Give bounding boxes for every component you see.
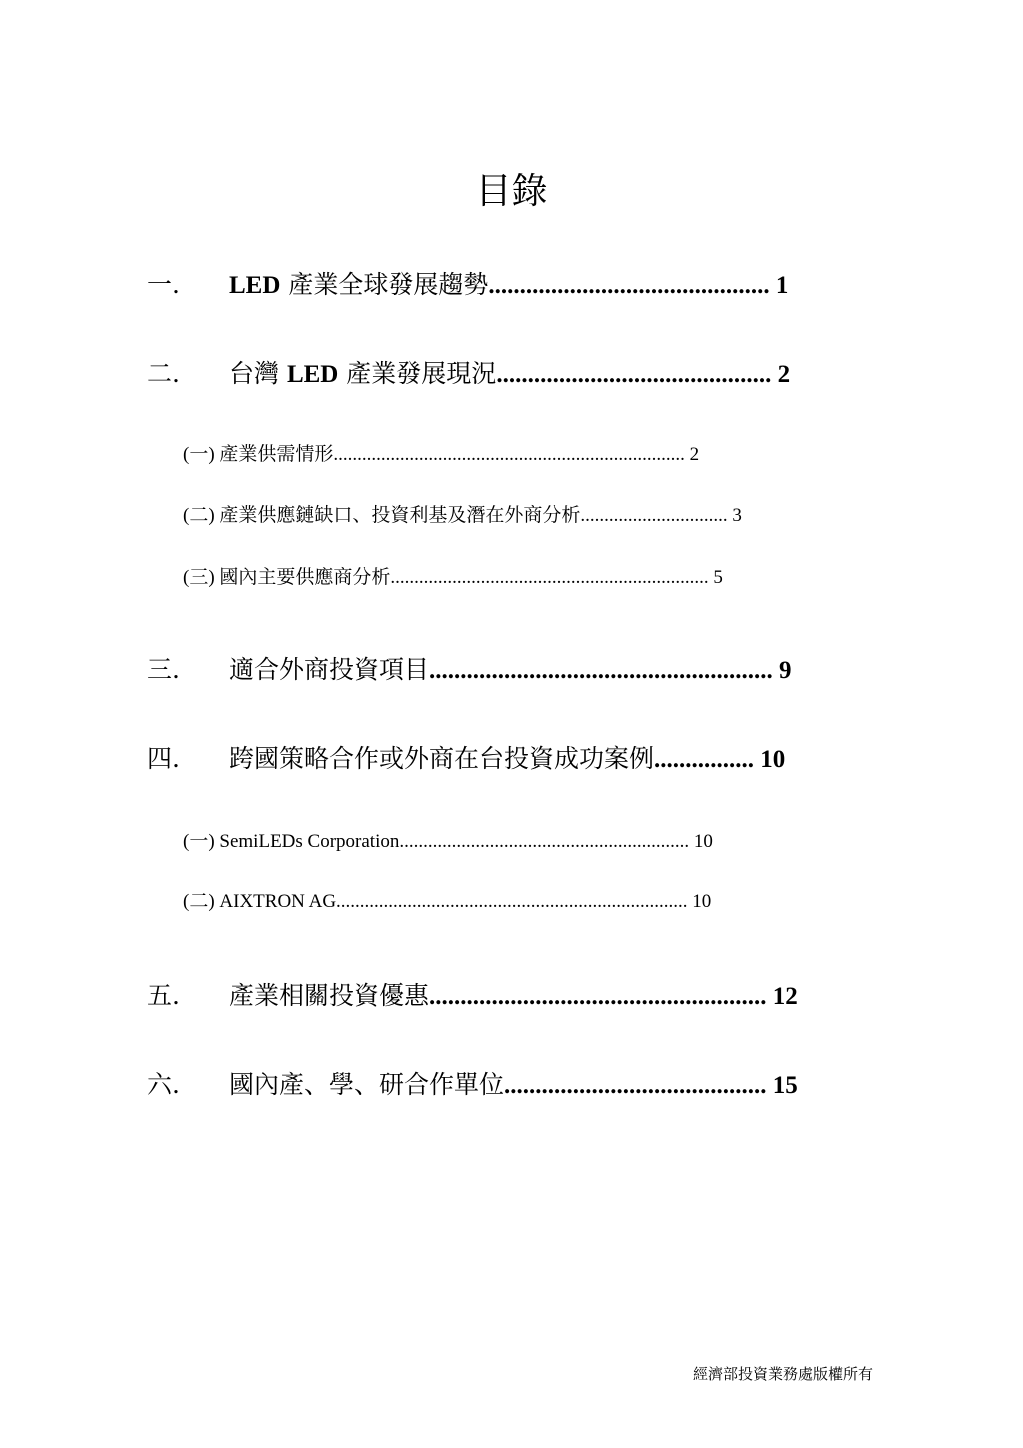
- toc-entry-section-4-1[interactable]: [183, 829, 713, 855]
- toc-entry-chapter-2[interactable]: [147, 357, 790, 392]
- toc-entry-chapter-5[interactable]: [147, 979, 798, 1014]
- toc-entry-chapter-6[interactable]: [147, 1068, 798, 1103]
- toc-entry-section-2-3[interactable]: [183, 565, 723, 591]
- toc-leader-dots: ......................................................: [429, 983, 767, 1010]
- toc-leader-dots: ...................................................................: [390, 567, 709, 588]
- toc-chapter-title: [229, 357, 496, 392]
- toc-page-number: 10: [692, 891, 712, 912]
- toc-leader-dots: ............................................: [496, 361, 772, 388]
- toc-title-led: LED: [229, 272, 281, 299]
- page-title: 目錄: [475, 171, 548, 212]
- toc-page-number: 2: [689, 444, 700, 465]
- toc-leader-dots: ...............................: [580, 505, 728, 526]
- toc-page-number: 10: [693, 831, 713, 852]
- toc-leader-dots: ..........................................................................: [333, 444, 685, 465]
- toc-section-title: (一) 產業供需情形: [183, 444, 334, 465]
- toc-chapter-number: 五.: [147, 981, 180, 1010]
- toc-chapter-number: 六.: [147, 1070, 180, 1099]
- toc-entry-chapter-4[interactable]: [147, 742, 785, 777]
- copyright-footer: 經濟部投資業務處版權所有: [693, 1365, 874, 1383]
- toc-page-number: 9: [779, 657, 792, 684]
- toc-title-led: LED: [286, 361, 339, 388]
- toc-section-title: (二) AIXTRON AG: [183, 891, 337, 912]
- toc-chapter-number: 四.: [147, 744, 180, 773]
- toc-leader-dots: .............................................: [488, 272, 770, 299]
- toc-leader-dots: ............................................................: [404, 831, 690, 852]
- toc-chapter-number: 二.: [147, 359, 180, 388]
- toc-entry-chapter-3[interactable]: [147, 653, 792, 688]
- toc-chapter-number: 一.: [147, 270, 180, 299]
- toc-chapter-title: 適合外商投資項目: [229, 655, 430, 684]
- toc-section-title: (二) 產業供應鏈缺口、投資利基及潛在外商分析: [183, 505, 581, 526]
- toc-page-number: 5: [713, 567, 723, 588]
- toc-section-title: (三) 國內主要供應商分析: [183, 567, 391, 588]
- toc-chapter-number: 三.: [147, 655, 180, 684]
- toc-title-text: 台灣: [229, 359, 287, 388]
- toc-entry-section-2-1[interactable]: [183, 442, 699, 468]
- toc-page-number: 2: [777, 361, 791, 388]
- toc-section-title: (一) SemiLEDs Corporation.: [183, 831, 405, 852]
- toc-chapter-title: 國內產、學、研合作單位: [229, 1070, 505, 1099]
- toc-page-number: 12: [772, 983, 798, 1010]
- toc-page-number: 3: [732, 505, 742, 526]
- toc-leader-dots: .......................................................: [429, 657, 773, 684]
- toc-entry-chapter-1[interactable]: [147, 268, 788, 303]
- toc-page-number: 1: [775, 272, 789, 299]
- toc-leader-dots: ..........................................................................: [336, 891, 688, 912]
- toc-leader-dots: ................: [654, 746, 755, 773]
- toc-leader-dots: ..........................................: [504, 1072, 767, 1099]
- toc-title-text: 產業發展現況: [338, 359, 497, 388]
- toc-chapter-title: 跨國策略合作或外商在台投資成功案例: [229, 744, 655, 773]
- toc-chapter-title: [229, 268, 488, 303]
- toc-entry-section-2-2[interactable]: [183, 503, 742, 529]
- toc-title-text: 產業全球發展趨勢: [280, 270, 489, 299]
- toc-chapter-title: 產業相關投資優惠: [229, 981, 430, 1010]
- toc-page-number: 15: [772, 1072, 798, 1099]
- toc-page-number: 10: [760, 746, 786, 773]
- toc-entry-section-4-2[interactable]: [183, 889, 711, 915]
